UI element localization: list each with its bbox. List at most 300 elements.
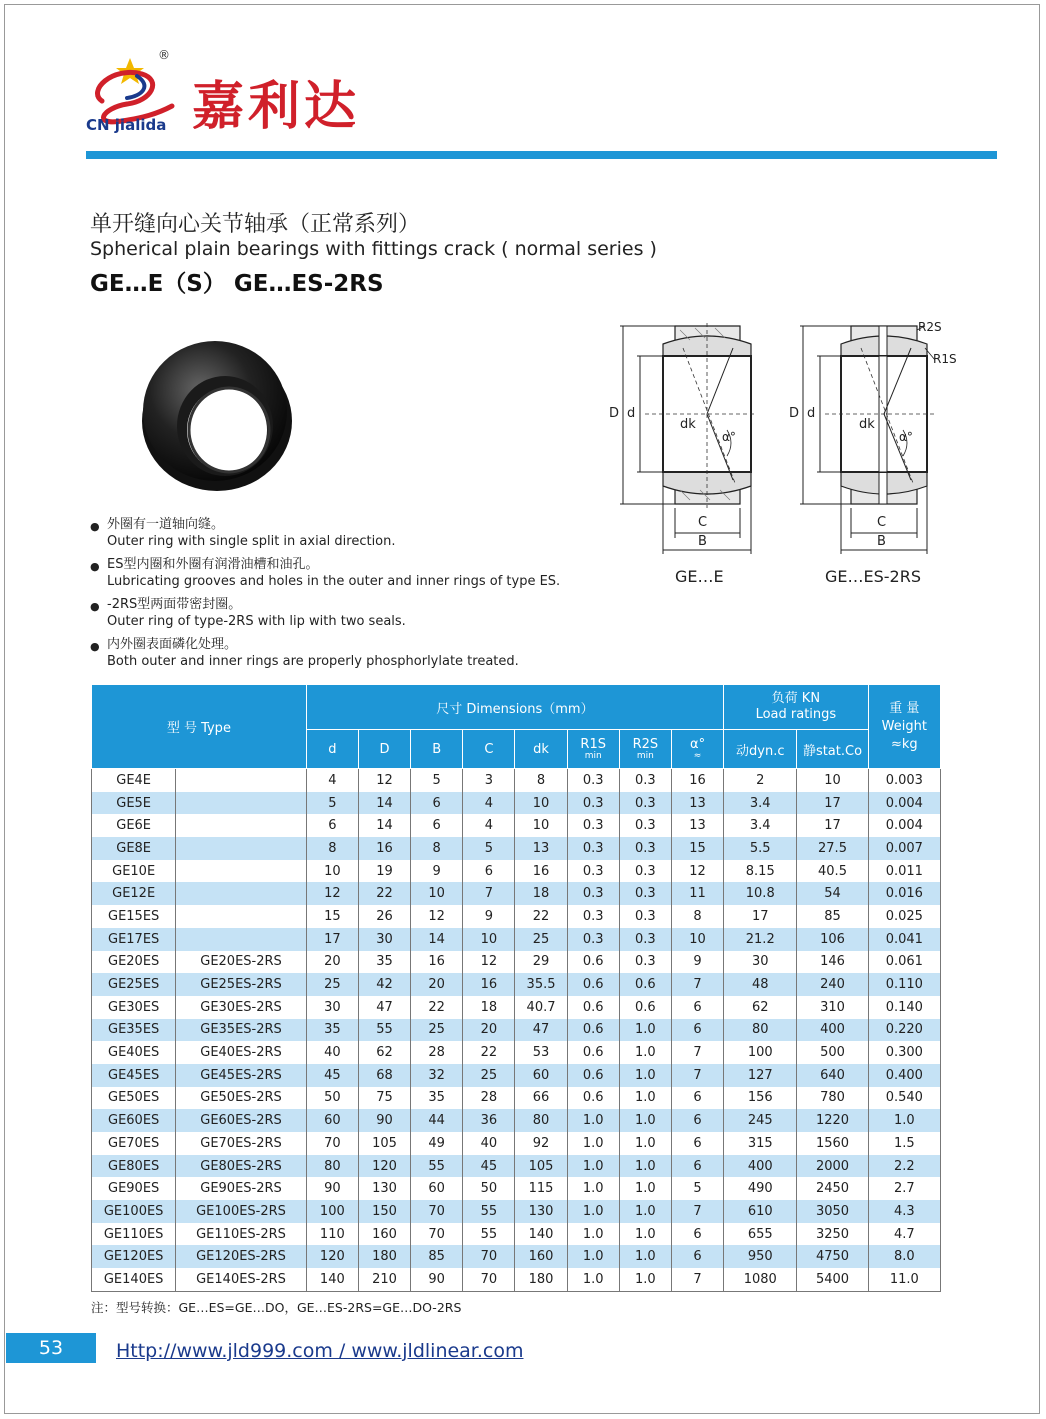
table-cell: 240 <box>797 973 868 996</box>
table-cell: 4 <box>306 769 358 792</box>
table-cell: 13 <box>671 792 723 815</box>
col-stat: 静stat.Co <box>797 730 868 769</box>
table-cell: 14 <box>358 814 410 837</box>
table-cell: 5 <box>411 769 463 792</box>
table-cell: 130 <box>515 1200 567 1223</box>
table-cell: 1.0 <box>619 1223 671 1246</box>
table-cell: GE25ES <box>92 973 176 996</box>
table-cell: 1.0 <box>567 1177 619 1200</box>
table-cell: 0.3 <box>619 951 671 974</box>
table-cell: 80 <box>306 1155 358 1178</box>
table-cell: 2.7 <box>868 1177 940 1200</box>
table-cell: 1.5 <box>868 1132 940 1155</box>
table-cell: GE40ES-2RS <box>176 1041 306 1064</box>
table-cell: GE5E <box>92 792 176 815</box>
table-cell: 1560 <box>797 1132 868 1155</box>
table-row <box>92 905 941 928</box>
table-cell: 1.0 <box>567 1245 619 1268</box>
table-cell: GE60ES-2RS <box>176 1109 306 1132</box>
table-cell: 150 <box>358 1200 410 1223</box>
col-dyn: 动dyn.c <box>724 730 797 769</box>
table-cell: 780 <box>797 1087 868 1110</box>
table-cell: 8 <box>306 837 358 860</box>
table-row <box>92 1041 941 1064</box>
table-cell: 7 <box>671 973 723 996</box>
table-row <box>92 1177 941 1200</box>
table-cell: 80 <box>724 1019 797 1042</box>
table-cell: 0.300 <box>868 1041 940 1064</box>
table-cell: 7 <box>671 1200 723 1223</box>
table-cell: 9 <box>411 860 463 883</box>
table-cell: 3250 <box>797 1223 868 1246</box>
table-cell: 0.016 <box>868 882 940 905</box>
table-cell: 500 <box>797 1041 868 1064</box>
table-cell: 35.5 <box>515 973 567 996</box>
table-cell: 2 <box>724 769 797 792</box>
table-cell: 16 <box>671 769 723 792</box>
table-cell: 22 <box>515 905 567 928</box>
table-cell: 6 <box>671 1087 723 1110</box>
table-cell: 68 <box>358 1064 410 1087</box>
table-cell: 1.0 <box>619 1041 671 1064</box>
table-cell: 4.3 <box>868 1200 940 1223</box>
table-cell: 40.5 <box>797 860 868 883</box>
title-cn: 单开缝向心关节轴承（正常系列） <box>90 212 421 237</box>
table-cell: 0.3 <box>567 814 619 837</box>
table-cell: 6 <box>671 996 723 1019</box>
table-cell: 6 <box>411 792 463 815</box>
table-cell: 70 <box>411 1223 463 1246</box>
table-cell: 1.0 <box>619 1155 671 1178</box>
table-cell: 30 <box>724 951 797 974</box>
table-cell: 1220 <box>797 1109 868 1132</box>
dim-d-label: d <box>807 406 816 421</box>
footer-url-link[interactable]: Http://www.jld999.com / www.jldlinear.com <box>116 1340 524 1362</box>
table-cell: 3050 <box>797 1200 868 1223</box>
table-cell: GE12E <box>92 882 176 905</box>
dim-B-label: B <box>698 534 707 549</box>
col-d: d <box>306 730 358 769</box>
table-cell: 640 <box>797 1064 868 1087</box>
list-item: ● 外圈有一道轴向缝。 Outer ring with single split in axial direction. <box>90 517 396 549</box>
table-cell: 140 <box>306 1268 358 1291</box>
table-cell <box>176 860 306 883</box>
table-cell: 4750 <box>797 1245 868 1268</box>
table-cell: 28 <box>411 1041 463 1064</box>
table-cell: 490 <box>724 1177 797 1200</box>
table-cell: 2450 <box>797 1177 868 1200</box>
table-cell: 0.061 <box>868 951 940 974</box>
table-cell: 2000 <box>797 1155 868 1178</box>
col-C: C <box>463 730 515 769</box>
table-cell: GE50ES-2RS <box>176 1087 306 1110</box>
table-cell: 12 <box>358 769 410 792</box>
table-cell: 20 <box>463 1019 515 1042</box>
table-cell: 8 <box>411 837 463 860</box>
table-cell: 1.0 <box>567 1268 619 1291</box>
table-cell <box>176 837 306 860</box>
table-cell: 16 <box>411 951 463 974</box>
table-cell: GE8E <box>92 837 176 860</box>
table-cell: 0.3 <box>567 769 619 792</box>
table-cell: 100 <box>724 1041 797 1064</box>
table-cell: 1.0 <box>619 1064 671 1087</box>
col-D: D <box>358 730 410 769</box>
table-cell: 13 <box>515 837 567 860</box>
dim-C-label: C <box>877 515 887 530</box>
table-cell: 1.0 <box>619 1245 671 1268</box>
table-cell: 180 <box>358 1245 410 1268</box>
table-row <box>92 1245 941 1268</box>
table-cell: 14 <box>411 928 463 951</box>
table-cell: 115 <box>515 1177 567 1200</box>
table-cell: GE35ES-2RS <box>176 1019 306 1042</box>
table-cell <box>176 814 306 837</box>
table-cell: GE50ES <box>92 1087 176 1110</box>
table-cell: 6 <box>411 814 463 837</box>
table-cell: 32 <box>411 1064 463 1087</box>
table-cell: 50 <box>463 1177 515 1200</box>
table-cell: 156 <box>724 1087 797 1110</box>
table-cell: GE80ES-2RS <box>176 1155 306 1178</box>
diagram-caption-ge-es-2rs: GE…ES-2RS <box>825 567 921 586</box>
table-cell: 0.3 <box>619 837 671 860</box>
table-row <box>92 1109 941 1132</box>
dim-D-label: D <box>609 406 620 421</box>
table-cell: 21.2 <box>724 928 797 951</box>
table-cell: 5 <box>463 837 515 860</box>
table-cell: 90 <box>411 1268 463 1291</box>
table-cell: 55 <box>411 1155 463 1178</box>
table-cell: 0.011 <box>868 860 940 883</box>
dim-alpha-label: α° <box>722 430 736 444</box>
table-cell: 2.2 <box>868 1155 940 1178</box>
table-cell: 0.3 <box>619 860 671 883</box>
table-cell: 10 <box>797 769 868 792</box>
table-cell <box>176 905 306 928</box>
table-cell: 35 <box>306 1019 358 1042</box>
table-cell <box>176 769 306 792</box>
table-cell: 0.6 <box>619 973 671 996</box>
table-cell: 100 <box>306 1200 358 1223</box>
table-cell: GE120ES <box>92 1245 176 1268</box>
table-cell: 180 <box>515 1268 567 1291</box>
table-cell: GE140ES <box>92 1268 176 1291</box>
table-cell: GE60ES <box>92 1109 176 1132</box>
table-cell: 20 <box>411 973 463 996</box>
spec-table <box>91 684 941 1292</box>
table-cell: 18 <box>463 996 515 1019</box>
table-row <box>92 837 941 860</box>
table-cell: GE90ES <box>92 1177 176 1200</box>
table-cell: 0.6 <box>567 1064 619 1087</box>
table-cell: 5 <box>671 1177 723 1200</box>
table-cell: GE45ES <box>92 1064 176 1087</box>
table-cell: 0.3 <box>619 814 671 837</box>
table-cell: 22 <box>411 996 463 1019</box>
col-B: B <box>411 730 463 769</box>
table-cell: 1.0 <box>567 1200 619 1223</box>
table-cell: 75 <box>358 1087 410 1110</box>
table-cell: 13 <box>671 814 723 837</box>
table-row <box>92 814 941 837</box>
table-cell: 29 <box>515 951 567 974</box>
table-cell: 4 <box>463 792 515 815</box>
dim-C-label: C <box>698 515 708 530</box>
table-cell: 90 <box>358 1109 410 1132</box>
load-header: 负荷 KN Load ratings <box>724 685 869 730</box>
table-cell: 55 <box>463 1200 515 1223</box>
table-row <box>92 1132 941 1155</box>
table-row <box>92 769 941 792</box>
table-cell: 7 <box>463 882 515 905</box>
table-cell: 10 <box>306 860 358 883</box>
table-cell: 6 <box>671 1223 723 1246</box>
table-cell: 400 <box>797 1019 868 1042</box>
table-row <box>92 1019 941 1042</box>
table-cell: 0.140 <box>868 996 940 1019</box>
table-cell: 70 <box>306 1132 358 1155</box>
table-cell: 6 <box>671 1245 723 1268</box>
table-cell: 1.0 <box>567 1132 619 1155</box>
diagram-caption-ge-e: GE…E <box>675 567 724 586</box>
table-cell: 42 <box>358 973 410 996</box>
table-cell: 14 <box>358 792 410 815</box>
table-cell: GE10E <box>92 860 176 883</box>
header-divider <box>86 151 997 159</box>
brand-name-en: CN jialida <box>86 116 167 134</box>
table-cell: 45 <box>306 1064 358 1087</box>
dim-D-label: D <box>789 406 800 421</box>
dim-d-label: d <box>627 406 636 421</box>
table-cell: 10 <box>671 928 723 951</box>
table-cell: 45 <box>463 1155 515 1178</box>
table-cell: GE80ES <box>92 1155 176 1178</box>
table-cell: 1.0 <box>868 1109 940 1132</box>
table-cell: 0.3 <box>567 837 619 860</box>
table-cell: 70 <box>463 1245 515 1268</box>
list-item: ● 内外圈表面磷化处理。 Both outer and inner rings are properly phosphorlylate treated. <box>90 637 519 669</box>
table-cell: 12 <box>671 860 723 883</box>
table-cell: 17 <box>797 792 868 815</box>
table-cell: GE25ES-2RS <box>176 973 306 996</box>
table-cell: GE17ES <box>92 928 176 951</box>
table-cell: 3.4 <box>724 814 797 837</box>
table-cell: 0.3 <box>619 882 671 905</box>
table-cell: 44 <box>411 1109 463 1132</box>
table-cell: 90 <box>306 1177 358 1200</box>
feature-list <box>90 516 610 676</box>
table-cell: 54 <box>797 882 868 905</box>
table-cell: 11 <box>671 882 723 905</box>
table-cell: 30 <box>358 928 410 951</box>
table-cell: 610 <box>724 1200 797 1223</box>
table-cell: 0.6 <box>567 996 619 1019</box>
table-cell: 15 <box>306 905 358 928</box>
table-cell: GE20ES-2RS <box>176 951 306 974</box>
table-cell: GE40ES <box>92 1041 176 1064</box>
model-note: 注：型号转换：GE…ES=GE…DO，GE…ES-2RS=GE…DO-2RS <box>91 1300 462 1315</box>
table-cell: 25 <box>411 1019 463 1042</box>
table-cell: 1.0 <box>619 1109 671 1132</box>
table-cell: 92 <box>515 1132 567 1155</box>
list-item: ● ES型内圈和外圈有润滑油槽和油孔。 Lubricating grooves and holes in the outer and inner rings of type ES. <box>90 557 561 589</box>
table-cell: 210 <box>358 1268 410 1291</box>
table-cell: 62 <box>358 1041 410 1064</box>
table-cell: 0.025 <box>868 905 940 928</box>
table-cell: 40.7 <box>515 996 567 1019</box>
table-cell: 655 <box>724 1223 797 1246</box>
table-cell: 0.6 <box>567 1041 619 1064</box>
table-cell: 3 <box>463 769 515 792</box>
table-cell: 35 <box>358 951 410 974</box>
table-row <box>92 1268 941 1291</box>
table-cell: GE110ES-2RS <box>176 1223 306 1246</box>
table-cell: 7 <box>671 1041 723 1064</box>
title-en: Spherical plain bearings with fittings crack ( normal series ) <box>90 238 657 260</box>
table-cell: 0.3 <box>567 860 619 883</box>
table-cell: 20 <box>306 951 358 974</box>
table-cell: 49 <box>411 1132 463 1155</box>
table-cell: 15 <box>671 837 723 860</box>
table-cell: 55 <box>358 1019 410 1042</box>
table-cell: 1080 <box>724 1268 797 1291</box>
table-cell: 0.3 <box>567 905 619 928</box>
table-cell: 10 <box>411 882 463 905</box>
table-cell: 6 <box>671 1019 723 1042</box>
table-cell: 8 <box>671 905 723 928</box>
dim-dk-label: dk <box>859 417 875 432</box>
table-row <box>92 951 941 974</box>
table-cell: 6 <box>671 1132 723 1155</box>
table-row <box>92 882 941 905</box>
table-cell: 10 <box>463 928 515 951</box>
table-cell: 0.110 <box>868 973 940 996</box>
table-cell: 50 <box>306 1087 358 1110</box>
table-cell: 70 <box>411 1200 463 1223</box>
table-cell: 1.0 <box>619 1177 671 1200</box>
table-cell: 22 <box>358 882 410 905</box>
table-cell: 0.003 <box>868 769 940 792</box>
table-cell: 9 <box>671 951 723 974</box>
table-cell: 17 <box>306 928 358 951</box>
col-dk: dk <box>515 730 567 769</box>
table-cell: 0.3 <box>619 905 671 928</box>
table-cell: 3.4 <box>724 792 797 815</box>
brand-name-cn: 嘉利达 <box>192 76 361 137</box>
table-cell: 25 <box>306 973 358 996</box>
list-item: ● -2RS型两面带密封圈。 Outer ring of type-2RS with lip with two seals. <box>90 597 406 629</box>
table-cell: GE4E <box>92 769 176 792</box>
table-cell: 1.0 <box>619 1087 671 1110</box>
title-model: GE…E（S） GE…ES-2RS <box>90 271 384 297</box>
table-cell: 0.220 <box>868 1019 940 1042</box>
table-cell: 16 <box>463 973 515 996</box>
table-cell: 5 <box>306 792 358 815</box>
table-cell: GE35ES <box>92 1019 176 1042</box>
table-cell: 7 <box>671 1064 723 1087</box>
table-cell: 1.0 <box>567 1109 619 1132</box>
table-cell: 1.0 <box>619 1200 671 1223</box>
table-cell: GE70ES-2RS <box>176 1132 306 1155</box>
table-cell: 0.6 <box>567 1087 619 1110</box>
table-cell <box>176 882 306 905</box>
table-cell: GE20ES <box>92 951 176 974</box>
table-cell: 16 <box>515 860 567 883</box>
table-cell: 6 <box>463 860 515 883</box>
table-row <box>92 1087 941 1110</box>
table-cell: 25 <box>515 928 567 951</box>
table-cell: 6 <box>306 814 358 837</box>
table-cell: 0.6 <box>567 1019 619 1042</box>
table-row <box>92 860 941 883</box>
type-header: 型 号 Type <box>92 685 307 769</box>
table-cell: 30 <box>306 996 358 1019</box>
table-cell: 10 <box>515 814 567 837</box>
table-cell: 10.8 <box>724 882 797 905</box>
table-cell: GE100ES-2RS <box>176 1200 306 1223</box>
table-cell: 0.3 <box>567 882 619 905</box>
table-cell: 0.6 <box>567 951 619 974</box>
table-row <box>92 928 941 951</box>
table-cell: 8.0 <box>868 1245 940 1268</box>
table-cell <box>176 792 306 815</box>
table-cell: 85 <box>411 1245 463 1268</box>
table-cell: 26 <box>358 905 410 928</box>
table-cell: 6 <box>671 1155 723 1178</box>
table-cell: 127 <box>724 1064 797 1087</box>
bearing-photo <box>137 326 297 496</box>
table-row <box>92 1200 941 1223</box>
dim-r1s-label: R1S <box>933 352 957 366</box>
table-cell: 66 <box>515 1087 567 1110</box>
table-cell: 1.0 <box>619 1268 671 1291</box>
table-row <box>92 1064 941 1087</box>
table-cell: 48 <box>724 973 797 996</box>
table-cell: 12 <box>411 905 463 928</box>
table-cell: 110 <box>306 1223 358 1246</box>
table-cell: 310 <box>797 996 868 1019</box>
table-cell: 35 <box>411 1087 463 1110</box>
table-cell: 16 <box>358 837 410 860</box>
table-cell: 160 <box>358 1223 410 1246</box>
table-cell: 140 <box>515 1223 567 1246</box>
table-cell: 12 <box>306 882 358 905</box>
table-cell: 40 <box>306 1041 358 1064</box>
col-r2s: R2S min <box>619 730 671 769</box>
table-cell: GE140ES-2RS <box>176 1268 306 1291</box>
table-cell: 950 <box>724 1245 797 1268</box>
table-row <box>92 973 941 996</box>
table-cell: 70 <box>463 1268 515 1291</box>
table-cell: 0.400 <box>868 1064 940 1087</box>
table-cell: 1.0 <box>619 1132 671 1155</box>
table-cell: 40 <box>463 1132 515 1155</box>
dim-alpha-label: α° <box>899 430 913 444</box>
table-cell: 400 <box>724 1155 797 1178</box>
table-cell: 8 <box>515 769 567 792</box>
table-cell: 1.0 <box>619 1019 671 1042</box>
table-cell: 4 <box>463 814 515 837</box>
page-number: 53 <box>6 1333 96 1363</box>
table-cell: 160 <box>515 1245 567 1268</box>
table-cell: 0.3 <box>567 928 619 951</box>
col-r1s: R1S min <box>567 730 619 769</box>
table-cell: GE90ES-2RS <box>176 1177 306 1200</box>
table-cell: 53 <box>515 1041 567 1064</box>
table-cell: 106 <box>797 928 868 951</box>
table-cell: GE30ES <box>92 996 176 1019</box>
